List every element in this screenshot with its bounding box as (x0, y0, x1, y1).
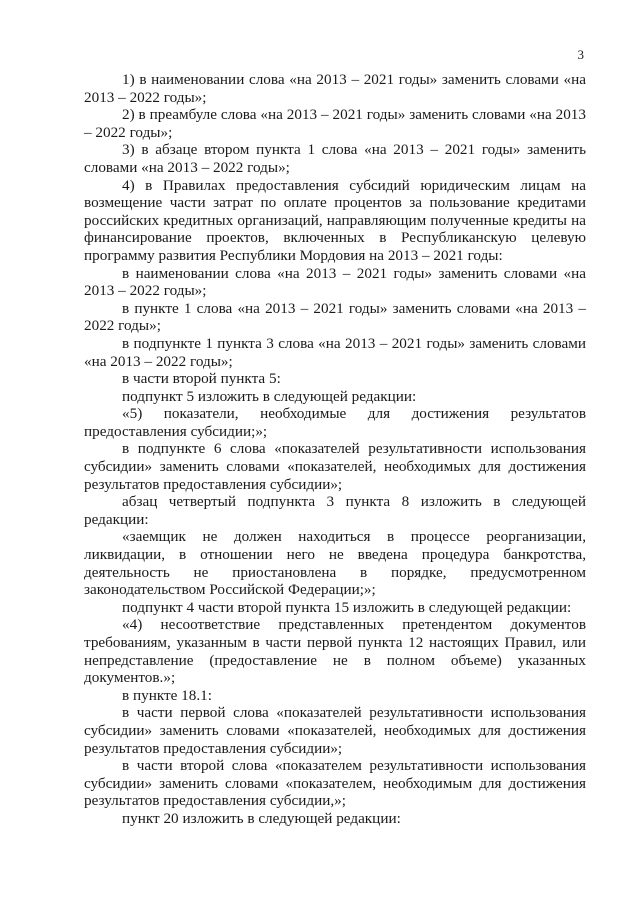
paragraph: в пункте 1 слова «на 2013 – 2021 годы» заменить словами «на 2013 – 2022 годы»; (84, 299, 586, 335)
paragraph: подпункт 4 части второй пункта 15 изложить в следующей редакции: (122, 598, 572, 616)
paragraph: 3) в абзаце втором пункта 1 слова «на 2013 – 2021 годы» заменить словами «на 2013 – 2022 годы»; (84, 141, 586, 176)
paragraph: пункт 20 изложить в следующей редакции: (122, 809, 401, 827)
page-number: 3 (577, 47, 584, 62)
paragraph: в наименовании слова «на 2013 – 2021 годы» заменить словами «на 2013 – 2022 годы»; (84, 264, 586, 300)
paragraph: в подпункте 6 слова «показателей результативности использования субсидии» заменить словами «показателей, необходимых для достижения результатов предоставления субсидии»; (84, 440, 586, 493)
paragraph: 2) в преамбуле слова «на 2013 – 2021 годы» заменить словами «на 2013 – 2022 годы»; (84, 106, 586, 141)
paragraph: в подпункте 1 пункта 3 слова «на 2013 – 2021 годы» заменить словами «на 2013 – 2022 годы»; (84, 334, 586, 370)
paragraph: в части второй слова «показателем результативности использования субсидии» заменить словами «показателем, необходимым для достижения результатов предоставления субсидии,»; (84, 757, 586, 810)
paragraph: в части первой слова «показателей результативности использования субсидии» заменить словами «показателей, необходимых для достижения результатов предоставления субсидии»; (84, 704, 586, 757)
paragraph: 1) в наименовании слова «на 2013 – 2021 годы» заменить словами «на 2013 – 2022 годы»; (84, 71, 586, 106)
paragraph: «5) показатели, необходимые для достижения результатов предоставления субсидии;»; (84, 405, 586, 440)
paragraph: «заемщик не должен находиться в процессе реорганизации, ликвидации, в отношении него не введена процедура банкротства, деятельность не приостановлена в порядке, предусмотренном законодательством Российской Федерации;»; (84, 528, 586, 599)
paragraph: «4) несоответствие представленных претендентом документов требованиям, указанным в части первой пункта 12 настоящих Правил, или непредставление (предоставление не в полном объеме) указанных документов.»; (84, 616, 586, 687)
paragraph: подпункт 5 изложить в следующей редакции: (122, 387, 417, 405)
document-body (84, 71, 586, 828)
paragraph: в части второй пункта 5: (122, 370, 281, 388)
paragraph: в пункте 18.1: (122, 686, 212, 704)
paragraph: абзац четвертый подпункта 3 пункта 8 изложить в следующей редакции: (84, 493, 586, 528)
paragraph: 4) в Правилах предоставления субсидий юридическим лицам на возмещение части затрат по оплате процентов за пользование кредитами российских кредитных организаций, направляющим полученные кредиты на финансирование проектов, включенных в Республиканскую целевую программу развития Республики Мордовия на 2013 – 2021 годы: (84, 176, 586, 264)
